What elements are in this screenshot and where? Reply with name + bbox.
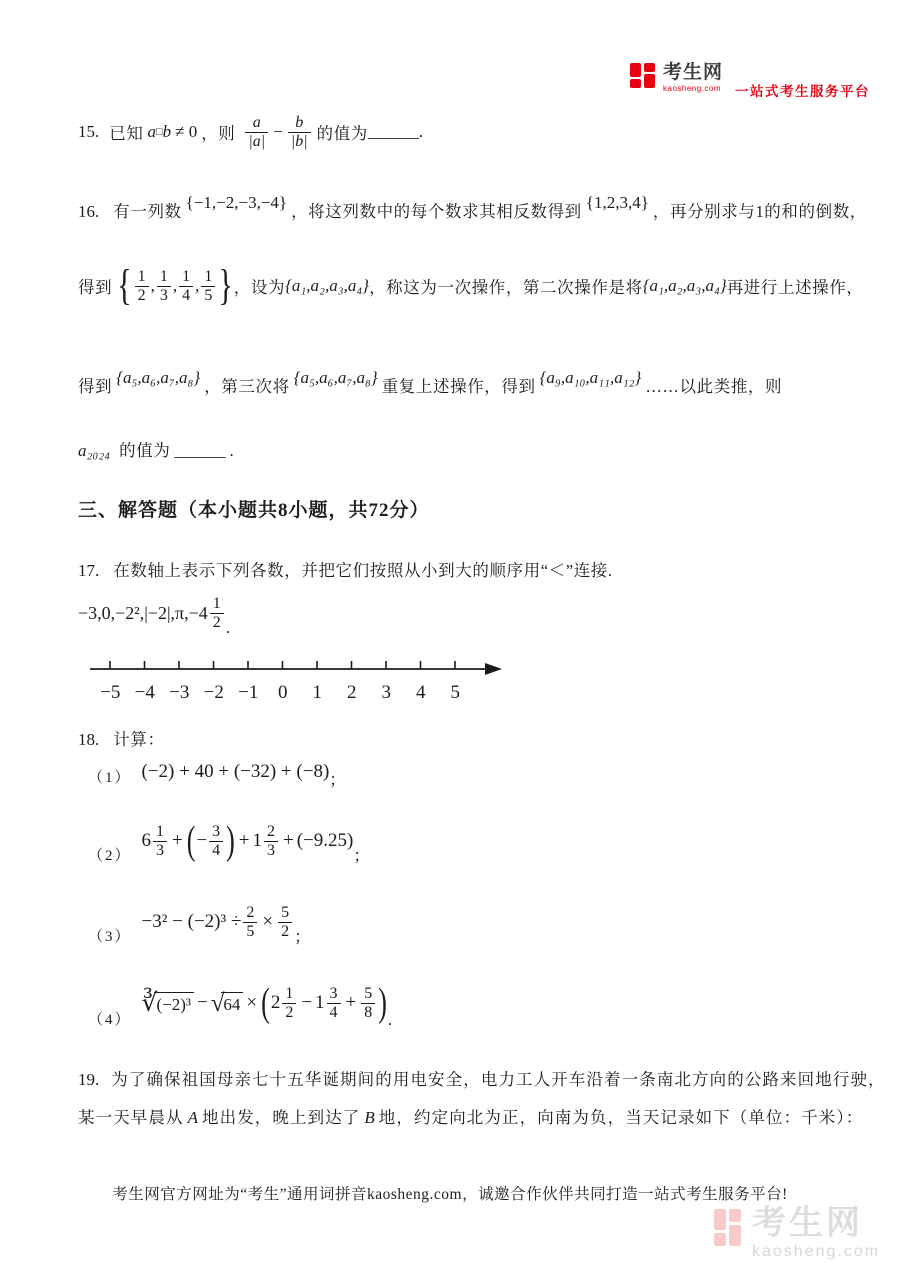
part-4-expression <box>141 979 388 1025</box>
q15-fraction-b <box>288 114 311 151</box>
fraction-1-2 <box>282 985 296 1022</box>
tick-label: 0 <box>278 682 288 703</box>
q19-text-line-1: 为了确保祖国母亲七十五华诞期间的用电安全，电力工人开车沿着一条南北方向的公路来回地行驶， <box>111 1070 886 1089</box>
question-15-text-2: ，则 <box>201 124 236 143</box>
tick-label: −1 <box>238 682 259 703</box>
q15-minus-operator: − <box>273 122 283 141</box>
q17-fraction-half <box>210 595 224 632</box>
part-3-label: （3） <box>88 929 132 945</box>
times-operator: × <box>262 911 274 932</box>
question-18-part-3 <box>88 893 311 951</box>
frac-num: 5 <box>278 904 292 923</box>
left-brace: { <box>117 261 132 310</box>
q15-box-symbol: □ <box>155 126 163 138</box>
q16-set-opposites: {1,2,3,4} <box>585 193 649 212</box>
question-17-number: 17. <box>78 561 100 580</box>
q16-frac2-den: 3 <box>159 286 168 304</box>
q16-text-8: 得到 <box>78 377 113 396</box>
q16-fraction-2 <box>157 268 171 305</box>
question-15-text-1: 已知 <box>109 124 144 143</box>
tick-label: 2 <box>347 682 357 703</box>
tick-label: 1 <box>312 682 322 703</box>
q16-frac2-num: 1 <box>157 268 171 287</box>
minus-operator: − <box>196 992 208 1013</box>
q17-frac-num: 1 <box>210 595 224 614</box>
frac-den: 2 <box>281 922 290 940</box>
part-4-period: . <box>387 1010 393 1029</box>
q16-fraction-4 <box>201 268 215 305</box>
whole-number: 6 <box>141 830 152 851</box>
fraction-1-3 <box>153 823 167 860</box>
whole-number: 1 <box>252 830 263 851</box>
whole-number: 2 <box>270 992 281 1013</box>
q16-set-a1-a4-repeat: {a₁,a₂,a₃,a₄} <box>642 276 727 295</box>
q15-var-b: b <box>162 122 172 141</box>
left-paren: ( <box>261 979 270 1025</box>
logo-tagline: 一站式考生服务平台 <box>735 84 871 99</box>
frac-num: 1 <box>282 985 296 1004</box>
frac-den: 3 <box>156 841 165 859</box>
negative-sign: − <box>196 830 208 851</box>
q16-set-a9-a12: {a₉,a₁₀,a₁₁,a₁₂} <box>539 368 642 387</box>
q16-text-11: ……以此类推，则 <box>645 377 783 396</box>
frac-num: 1 <box>153 823 167 842</box>
kaosheng-logo-icon <box>630 63 656 90</box>
comma: , <box>195 276 200 295</box>
q19-place-B: B <box>364 1108 375 1127</box>
q19-text-2c: 地，约定向北为正，向南为负，当天记录如下（单位：千米）： <box>378 1108 864 1127</box>
plus-operator: + <box>172 830 183 851</box>
q16-text-5: ，设为 <box>233 278 286 297</box>
q16-set-a5-a8-repeat: {a₅,a₆,a₇,a₈} <box>293 368 378 387</box>
watermark-domain: kaosheng.com <box>752 1243 881 1260</box>
times-operator: × <box>246 992 258 1013</box>
question-17-line-1 <box>78 557 613 581</box>
fraction-3-4 <box>327 985 341 1022</box>
plus-operator: + <box>345 992 357 1013</box>
tick-label: 5 <box>450 682 460 703</box>
question-16-period: . <box>229 441 234 460</box>
question-19-line-2 <box>78 1104 863 1128</box>
q16-a2024: a₂₀₂₄ <box>78 441 111 460</box>
watermark-name: 考生网 <box>752 1204 863 1242</box>
q16-set-original: {−1,−2,−3,−4} <box>185 193 288 212</box>
q16-text-13: 的值为 <box>119 441 171 460</box>
q16-text-3: ，再分别求与1的和的倒数， <box>652 202 867 221</box>
q16-text-1: 有一列数 <box>113 202 182 221</box>
square-root-sign: √ <box>210 989 225 1017</box>
part-1-label: （1） <box>88 770 132 786</box>
frac-num: 3 <box>209 823 223 842</box>
question-16-line-3 <box>78 368 782 397</box>
decimal-term: (−9.25) <box>296 830 354 851</box>
power-terms: −3² − (−2)³ ÷ <box>141 911 242 932</box>
kaosheng-header-logo <box>630 63 870 100</box>
right-brace: } <box>218 261 233 310</box>
frac-num: 2 <box>243 904 257 923</box>
frac-den: 4 <box>329 1003 338 1021</box>
q19-place-A: A <box>187 1108 198 1127</box>
minus-operator: − <box>301 992 313 1013</box>
question-18-number: 18. <box>78 730 100 749</box>
square-root-radicand: 64 <box>221 992 243 1015</box>
q16-frac4-num: 1 <box>201 268 215 287</box>
frac-num: 3 <box>327 985 341 1004</box>
part-2-expression <box>141 817 354 863</box>
question-19-line-1 <box>78 1066 886 1090</box>
fraction-2-5 <box>243 904 257 941</box>
section-3-title: 三、解答题（本小题共8小题，共72分） <box>78 500 430 521</box>
q15-frac-a-den: |a| <box>248 132 266 150</box>
right-paren: ) <box>378 979 387 1025</box>
cube-root-radicand: (−2)³ <box>154 992 194 1015</box>
frac-den: 3 <box>267 841 276 859</box>
tick-label: −5 <box>100 682 121 703</box>
fraction-3-4 <box>209 823 223 860</box>
fraction-5-2 <box>278 904 292 941</box>
logo-name: 考生网 <box>663 62 724 83</box>
number-line-labels <box>88 682 518 704</box>
logo-domain: kaosheng.com <box>663 84 722 93</box>
part-2-semicolon: ； <box>353 846 371 865</box>
fraction-2-3 <box>264 823 278 860</box>
part-3-semicolon: ； <box>294 927 312 946</box>
frac-den: 2 <box>285 1003 294 1021</box>
q15-frac-b-num: b <box>288 114 311 133</box>
part-2-label: （2） <box>88 848 132 864</box>
question-15-period: . <box>418 122 424 141</box>
q15-var-a: a <box>147 122 156 141</box>
q15-neq-zero: ≠ 0 <box>175 122 198 141</box>
watermark-logo-icon <box>714 1209 742 1250</box>
question-18-part-1 <box>88 752 346 792</box>
part-1-expression: (−2) + 40 + (−32) + (−8) <box>141 761 330 782</box>
q16-text-4: 得到 <box>78 278 113 297</box>
question-18-header <box>78 726 165 750</box>
part-1-semicolon: ； <box>329 770 347 789</box>
comma: , <box>172 276 178 295</box>
q17-period: . <box>225 618 231 637</box>
question-16-line-2 <box>78 258 864 314</box>
square-root <box>211 991 244 1016</box>
cube-root <box>142 991 194 1016</box>
q16-frac1-den: 2 <box>137 286 146 304</box>
frac-num: 5 <box>361 985 375 1004</box>
question-15-text-3: 的值为 <box>316 124 368 143</box>
question-15 <box>78 110 423 154</box>
q16-text-10: 重复上述操作，得到 <box>381 377 536 396</box>
frac-den: 4 <box>212 841 221 859</box>
kaosheng-watermark <box>714 1206 880 1261</box>
cube-root-sign: ∛ <box>141 989 158 1017</box>
question-16-line-4 <box>78 437 234 461</box>
q16-frac3-den: 4 <box>182 286 191 304</box>
q17-number-list: −3,0,−2²,|−2|,π,−4 <box>78 602 208 623</box>
part-3-expression <box>142 904 295 941</box>
q15-frac-a-num: a <box>245 114 268 133</box>
tick-label: −2 <box>203 682 224 703</box>
frac-den: 5 <box>246 922 255 940</box>
footer-text: 考生网官方网址为“考生”通用词拼音kaosheng.com，诚邀合作伙伴共同打造一站式考生服务平台! <box>112 1186 788 1203</box>
q16-text-6: ，称这为一次操作，第二次操作是将 <box>369 278 643 297</box>
q16-frac1-num: 1 <box>135 268 149 287</box>
fraction-5-8 <box>361 985 375 1022</box>
number-line-diagram <box>88 653 518 704</box>
q16-fraction-3 <box>179 268 193 305</box>
q19-text-2b: 地出发，晚上到达了 <box>202 1108 361 1127</box>
left-paren: ( <box>186 817 196 863</box>
q15-frac-b-den: |b| <box>290 132 308 150</box>
frac-den: 8 <box>364 1003 373 1021</box>
number-line-axis <box>88 653 518 677</box>
comma: , <box>150 276 155 295</box>
q16-text-7: 再进行上述操作， <box>726 278 864 297</box>
tick-label: −4 <box>134 682 155 703</box>
q16-text-9: ，第三次将 <box>204 377 290 396</box>
tick-label: 4 <box>416 682 426 703</box>
q16-frac3-num: 1 <box>179 268 193 287</box>
question-18-part-4 <box>88 972 392 1034</box>
right-paren: ) <box>226 817 235 863</box>
question-15-number: 15. <box>78 122 100 141</box>
q18-text: 计算： <box>113 730 165 749</box>
q16-frac4-den: 5 <box>204 286 213 304</box>
question-17-numbers <box>78 588 230 638</box>
q15-fraction-a <box>245 114 268 151</box>
question-16-answer-blank: ______ <box>174 441 226 460</box>
q19-text-2a: 某一天早晨从 <box>78 1108 184 1127</box>
whole-number: 1 <box>315 992 325 1013</box>
q17-frac-den: 2 <box>212 613 221 631</box>
question-19-number: 19. <box>78 1070 100 1089</box>
tick-label: 3 <box>381 682 391 703</box>
question-18-part-2 <box>88 812 370 870</box>
q16-fraction-1 <box>135 268 149 305</box>
plus-operator: + <box>238 830 250 851</box>
tick-label: −3 <box>169 682 190 703</box>
part-4-label: （4） <box>88 1012 132 1028</box>
question-16-number: 16. <box>78 202 100 221</box>
frac-num: 2 <box>264 823 278 842</box>
question-15-answer-blank: ______ <box>367 122 419 141</box>
q16-set-a5-a8: {a₅,a₆,a₇,a₈} <box>116 368 201 387</box>
question-16-line-1 <box>78 193 867 222</box>
q17-text-1: 在数轴上表示下列各数，并把它们按照从小到大的顺序用“＜”连接. <box>113 561 613 580</box>
q16-text-2: ，将这列数中的每个数求其相反数得到 <box>291 202 582 221</box>
q16-set-a1-a4: {a₁,a₂,a₃,a₄} <box>285 276 370 295</box>
plus-operator: + <box>283 830 294 851</box>
